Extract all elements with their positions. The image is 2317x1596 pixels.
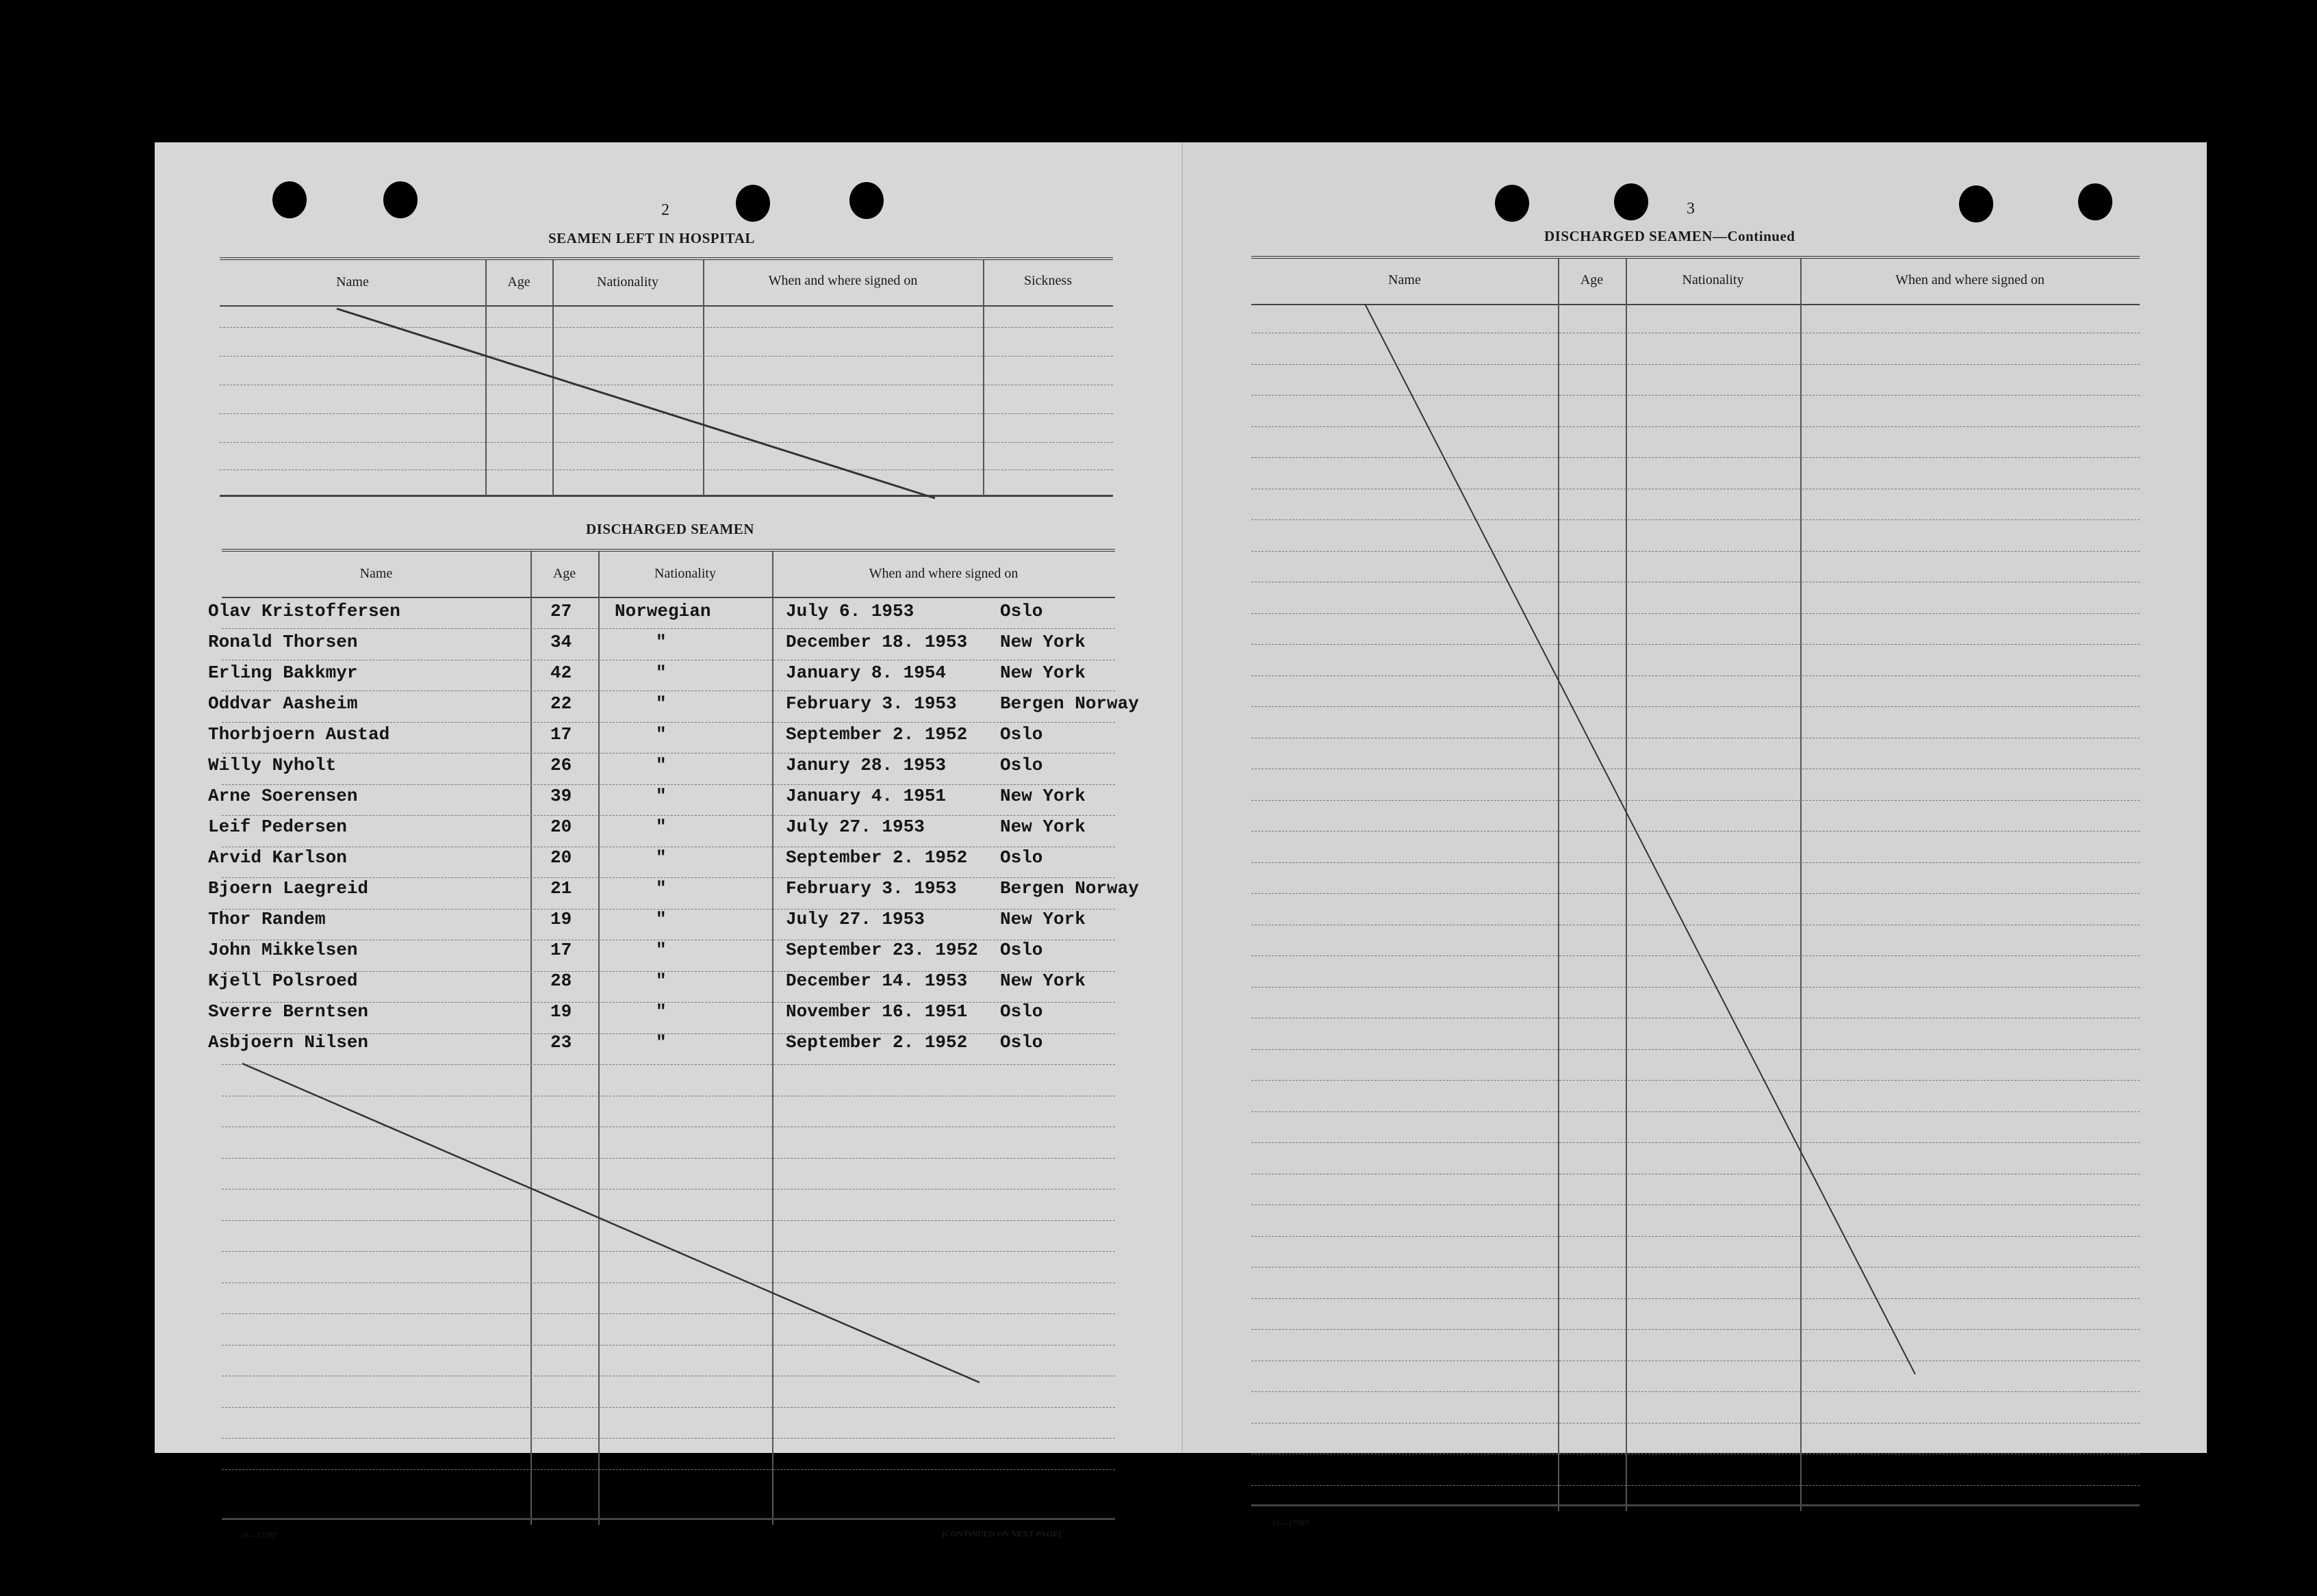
seaman-nationality: " [656,632,667,652]
col-signed-on-header: When and where signed on [869,566,1019,581]
page-right [1181,142,2207,1528]
seaman-nationality: " [656,816,667,837]
col-signed-on-header: When and where signed on [1895,272,2045,287]
row-line [222,1469,1115,1470]
seaman-name: Willy Nyholt [208,755,337,775]
col-nationality-header: Nationality [654,566,716,581]
signed-on-place: New York [1000,909,1086,929]
signed-on-date: November 16. 1951 [786,1001,968,1022]
col-name-header: Name [1388,272,1421,287]
signed-on-place: New York [1000,816,1086,837]
signed-on-place: Bergen Norway [1000,693,1139,714]
discharged-title: DISCHARGED SEAMEN [586,521,754,537]
signed-on-place: Oslo [1000,940,1043,960]
hospital-title: SEAMEN LEFT IN HOSPITAL [548,230,755,246]
signed-on-place: New York [1000,786,1086,806]
col-nationality-header: Nationality [597,274,658,289]
seaman-nationality: " [656,940,667,960]
cancel-strike-lines [155,142,1181,1453]
seaman-name: John Mikkelsen [208,940,358,960]
seaman-age: 28 [550,970,572,991]
signed-on-place: Oslo [1000,755,1043,775]
row-line [1251,1485,2140,1486]
col-age-header: Age [1580,272,1604,287]
seaman-nationality: " [656,970,667,991]
seaman-name: Thorbjoern Austad [208,724,390,745]
seaman-nationality: " [656,662,667,683]
signed-on-place: Oslo [1000,1032,1043,1053]
signed-on-date: July 6. 1953 [786,601,914,621]
seaman-nationality: Norwegian [615,601,711,621]
signed-on-date: September 2. 1952 [786,1032,968,1053]
signed-on-date: February 3. 1953 [786,878,957,899]
signed-on-date: January 8. 1954 [786,662,947,683]
col-sickness-header: Sickness [1024,273,1072,288]
signed-on-date: July 27. 1953 [786,816,925,837]
seaman-age: 20 [550,816,572,837]
seaman-name: Erling Bakkmyr [208,662,358,683]
signed-on-place: New York [1000,970,1086,991]
signed-on-date: September 23. 1952 [786,940,978,960]
seaman-nationality: " [656,786,667,806]
seaman-age: 34 [550,632,572,652]
seaman-nationality: " [656,1001,667,1022]
table-rule [222,1518,1115,1520]
page-number: 3 [1687,200,1695,218]
seaman-nationality: " [656,1032,667,1053]
form-number: 16—17387 [1272,1518,1309,1528]
seaman-name: Sverre Berntsen [208,1001,369,1022]
seaman-age: 23 [550,1032,572,1053]
signed-on-date: February 3. 1953 [786,693,957,714]
seaman-name: Bjoern Laegreid [208,878,369,899]
seaman-age: 17 [550,940,572,960]
signed-on-date: July 27. 1953 [786,909,925,929]
signed-on-place: New York [1000,632,1086,652]
signed-on-place: New York [1000,662,1086,683]
signed-on-date: December 18. 1953 [786,632,968,652]
col-age-header: Age [552,566,576,581]
seaman-name: Asbjoern Nilsen [208,1032,369,1053]
col-signed-on-header: When and where signed on [768,273,918,288]
seaman-age: 26 [550,755,572,775]
seaman-name: Leif Pedersen [208,816,347,837]
signed-on-date: September 2. 1952 [786,847,968,868]
seaman-nationality: " [656,878,667,899]
seaman-nationality: " [656,724,667,745]
seaman-age: 21 [550,878,572,899]
seaman-name: Arne Soerensen [208,786,358,806]
seaman-nationality: " [656,909,667,929]
continued-note: [CONTINUED ON NEXT PAGE] [942,1529,1061,1539]
seaman-age: 39 [550,786,572,806]
seaman-age: 42 [550,662,572,683]
signed-on-date: December 14. 1953 [786,970,968,991]
signed-on-place: Oslo [1000,847,1043,868]
table-rule [1251,1504,2140,1506]
signed-on-date: September 2. 1952 [786,724,968,745]
col-name-header: Name [336,274,369,289]
cancel-strike-line [1183,142,2207,1453]
signed-on-date: January 4. 1951 [786,786,947,806]
signed-on-place: Oslo [1000,1001,1043,1022]
signed-on-place: Bergen Norway [1000,878,1139,899]
seaman-name: Arvid Karlson [208,847,347,868]
signed-on-place: Oslo [1000,601,1043,621]
col-nationality-header: Nationality [1682,272,1744,287]
col-name-header: Name [359,566,393,581]
seaman-age: 22 [550,693,572,714]
signed-on-date: Janury 28. 1953 [786,755,947,775]
seaman-age: 19 [550,1001,572,1022]
col-age-header: Age [507,274,530,289]
seaman-age: 20 [550,847,572,868]
page-left [155,142,1181,1540]
seaman-age: 19 [550,909,572,929]
discharged-continued-title: DISCHARGED SEAMEN—Continued [1544,228,1795,244]
seaman-age: 27 [550,601,572,621]
seaman-name: Kjell Polsroed [208,970,358,991]
seaman-name: Olav Kristoffersen [208,601,400,621]
seaman-name: Thor Randem [208,909,326,929]
seaman-nationality: " [656,693,667,714]
seaman-name: Oddvar Aasheim [208,693,358,714]
seaman-nationality: " [656,847,667,868]
seaman-age: 17 [550,724,572,745]
form-number: 16—17387 [240,1530,277,1540]
seaman-nationality: " [656,755,667,775]
seaman-name: Ronald Thorsen [208,632,358,652]
signed-on-place: Oslo [1000,724,1043,745]
page-number: 2 [661,201,669,219]
